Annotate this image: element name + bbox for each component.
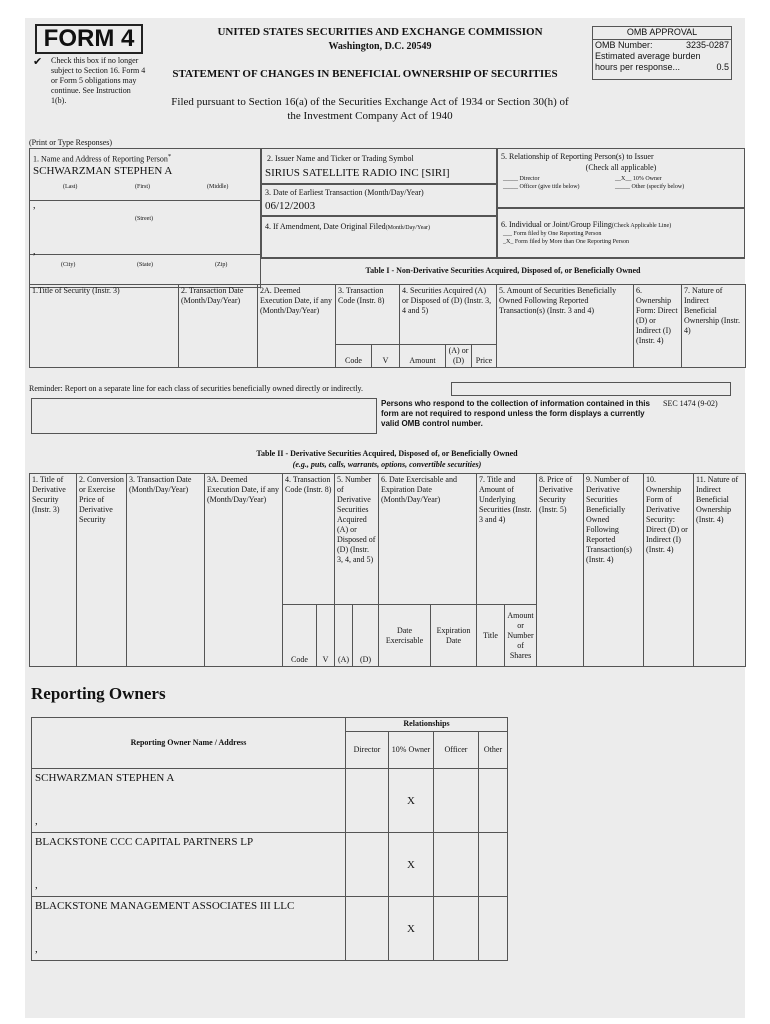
t1-col5: 5. Amount of Securities Beneficially Owned Following Reported Transaction(s) (Instr. 3 and 4) [497, 285, 634, 368]
owner-director [346, 897, 389, 961]
t2-col4: 4. Transaction Code (Instr. 8) [283, 474, 335, 605]
col-other: Other [479, 732, 508, 769]
t1-sub-amount: Amount [400, 345, 446, 368]
t1-sub-price: Price [472, 345, 497, 368]
reporting-person-name: SCHWARZMAN STEPHEN A [33, 165, 173, 177]
owner-name: SCHWARZMAN STEPHEN A [35, 772, 175, 784]
issuer-name: SIRIUS SATELLITE RADIO INC [SIRI] [265, 167, 450, 179]
reminder-text: Reminder: Report on a separate line for each class of securities beneficially owned directly or indirectly. [29, 384, 364, 393]
owner-address-comma: , [35, 943, 38, 955]
reminder-box [451, 382, 731, 396]
table2-title: Table II - Derivative Securities Acquired, Disposed of, or Beneficially Owned [256, 449, 518, 458]
t1-sub-aord: (A) or (D) [446, 345, 472, 368]
owner-ten-percent: X [389, 897, 434, 961]
table2-derivative [29, 473, 746, 667]
omb-number-row [593, 40, 731, 51]
owner-name-cell [32, 897, 346, 961]
label-city: (City) [61, 262, 76, 268]
t2-sub-amount: Amount or Number of Shares [505, 605, 537, 667]
form-title: FORM 4 [35, 24, 143, 54]
checkbox-label: Check this box if no longer subject to Section 16. Form 4 or Form 5 obligations may continue. See Instruction 1(b). [51, 56, 146, 105]
t1-sub-v: V [372, 345, 400, 368]
rel-director: _____ Director [503, 176, 540, 182]
t2-col8: 8. Price of Derivative Security (Instr. 5) [537, 474, 584, 667]
label-zip: (Zip) [215, 262, 228, 268]
filing-option-more: _X_ Form filed by More than One Reporting Person [503, 239, 629, 245]
box6-label: 6. Individual or Joint/Group Filing(Check Applicable Line) [501, 220, 672, 229]
label-first: (First) [135, 184, 150, 190]
owner-name-cell [32, 769, 346, 833]
owner-officer [434, 769, 479, 833]
box5-sub: (Check all applicable) [585, 163, 657, 172]
t2-col3a: 3A. Deemed Execution Date, if any (Month/Day/Year) [205, 474, 283, 667]
omb-number-label: OMB Number: [595, 40, 653, 50]
owner-row [32, 897, 508, 961]
t2-col11: 11. Nature of Indirect Beneficial Ownership (Instr. 4) [694, 474, 746, 667]
t1-col2: 2. Transaction Date (Month/Day/Year) [179, 285, 258, 368]
relationships-header: Relationships [346, 718, 508, 732]
address-comma-2: , [33, 246, 36, 257]
owner-row [32, 769, 508, 833]
box2-label: 2. Issuer Name and Ticker or Trading Symbol [267, 154, 414, 163]
filed-pursuant-line1: Filed pursuant to Section 16(a) of the Securities Exchange Act of 1934 or Section 30(h) of [171, 96, 569, 108]
agency-name: UNITED STATES SECURITIES AND EXCHANGE COMMISSION [217, 26, 543, 38]
table1-non-derivative [29, 284, 746, 368]
t1-col2a: 2A. Deemed Execution Date, if any (Month/Day/Year) [258, 285, 336, 368]
col-ten-percent: 10% Owner [389, 732, 434, 769]
owner-other [479, 897, 508, 961]
reporting-owners-table [31, 717, 508, 961]
box4-label: 4. If Amendment, Date Original Filed(Month/Day/Year) [265, 222, 431, 231]
filing-option-one: ___ Form filed by One Reporting Person [503, 231, 602, 237]
table2-subtitle: (e.g., puts, calls, warrants, options, convertible securities) [292, 460, 482, 469]
col-officer: Officer [434, 732, 479, 769]
owner-address-comma: , [35, 879, 38, 891]
t2-sub-code: Code [283, 605, 317, 667]
t2-sub-d: (D) [353, 605, 379, 667]
print-type-note: (Print or Type Responses) [29, 138, 113, 147]
owner-row [32, 833, 508, 897]
owner-officer [434, 897, 479, 961]
t1-col6: 6. Ownership Form: Direct (D) or Indirect (I) (Instr. 4) [634, 285, 682, 368]
table1-title: Table I - Non-Derivative Securities Acquired, Disposed of, or Beneficially Owned [365, 266, 641, 275]
t2-col3: 3. Transaction Date (Month/Day/Year) [127, 474, 205, 667]
owner-director [346, 833, 389, 897]
owner-name-header: Reporting Owner Name / Address [32, 718, 346, 769]
notice-left-box [31, 398, 377, 434]
owner-other [479, 833, 508, 897]
omb-hours-row [593, 62, 731, 73]
omb-notice: Persons who respond to the collection of information contained in this form are not required to respond unless the form displays a currently valid OMB control number. [381, 399, 650, 428]
label-state: (State) [137, 262, 153, 268]
statement-title: STATEMENT OF CHANGES IN BENEFICIAL OWNERSHIP OF SECURITIES [172, 68, 558, 80]
label-last: (Last) [63, 184, 78, 190]
omb-hours-value: 0.5 [716, 62, 729, 72]
address-comma-1: , [33, 200, 36, 211]
omb-title: OMB APPROVAL [593, 27, 731, 40]
rel-other: _____ Other (specify below) [615, 184, 685, 190]
t2-col2: 2. Conversion or Exercise Price of Derivative Security [77, 474, 127, 667]
reporting-owners-heading: Reporting Owners [31, 684, 166, 703]
box3-label: 3. Date of Earliest Transaction (Month/Day/Year) [265, 188, 424, 197]
sec-form-code: SEC 1474 (9-02) [663, 399, 718, 408]
t2-col10: 10. Ownership Form of Derivative Security: Direct (D) or Indirect (I) (Instr. 4) [644, 474, 694, 667]
t2-sub-date-exercisable: Date Exercisable [379, 605, 431, 667]
box1-label: 1. Name and Address of Reporting Person* [33, 153, 172, 164]
owner-ten-percent: X [389, 833, 434, 897]
owner-name: BLACKSTONE MANAGEMENT ASSOCIATES III LLC [35, 900, 295, 912]
t2-col7: 7. Title and Amount of Underlying Securities (Instr. 3 and 4) [477, 474, 537, 605]
no-longer-subject-checkbox[interactable]: ✔ [33, 56, 43, 68]
omb-burden: Estimated average burden [595, 51, 701, 61]
t1-col7: 7. Nature of Indirect Beneficial Ownership (Instr. 4) [682, 285, 746, 368]
owner-other [479, 769, 508, 833]
omb-approval-box [592, 26, 732, 80]
omb-hours-label: hours per response... [595, 62, 681, 72]
owner-director [346, 769, 389, 833]
t2-col5: 5. Number of Derivative Securities Acquired (A) or Disposed of (D) (Instr. 3, 4, and 5) [335, 474, 379, 605]
owner-ten-percent: X [389, 769, 434, 833]
t2-col6: 6. Date Exercisable and Expiration Date (Month/Day/Year) [379, 474, 477, 605]
t1-sub-code: Code [336, 345, 372, 368]
t2-sub-title: Title [477, 605, 505, 667]
t1-col1: 1.Title of Security (Instr. 3) [30, 285, 179, 368]
owner-name: BLACKSTONE CCC CAPITAL PARTNERS LP [35, 836, 254, 848]
col-director: Director [346, 732, 389, 769]
label-street: (Street) [135, 216, 153, 222]
rel-ten-percent: __X__ 10% Owner [615, 176, 662, 182]
omb-number-value: 3235-0287 [685, 40, 729, 50]
t1-col3: 3. Transaction Code (Instr. 8) [336, 285, 400, 345]
owner-officer [434, 833, 479, 897]
t2-sub-v: V [317, 605, 335, 667]
t2-sub-expiration: Expiration Date [431, 605, 477, 667]
rel-officer: _____ Officer (give title below) [503, 184, 580, 190]
t2-col1: 1. Title of Derivative Security (Instr. 3) [30, 474, 77, 667]
owner-address-comma: , [35, 815, 38, 827]
earliest-transaction-date: 06/12/2003 [265, 200, 316, 212]
t2-col9: 9. Number of Derivative Securities Beneficially Owned Following Reported Transaction(s) (Instr. 4) [584, 474, 644, 667]
owner-name-cell [32, 833, 346, 897]
agency-city: Washington, D.C. 20549 [328, 41, 432, 52]
filed-pursuant-line2: the Investment Company Act of 1940 [287, 110, 453, 122]
form-page [25, 18, 745, 1018]
label-middle: (Middle) [207, 184, 229, 190]
t2-sub-a: (A) [335, 605, 353, 667]
t1-col4: 4. Securities Acquired (A) or Disposed of (D) (Instr. 3, 4 and 5) [400, 285, 497, 345]
box5-label: 5. Relationship of Reporting Person(s) to Issuer [501, 152, 654, 161]
